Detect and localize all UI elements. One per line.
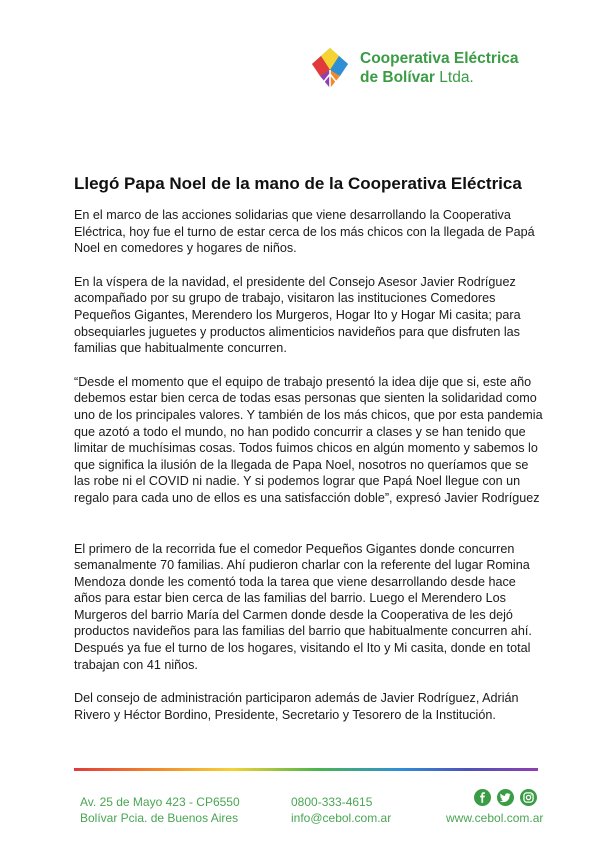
- rainbow-divider: [74, 768, 538, 771]
- address-line2: Bolívar Pcia. de Buenos Aires: [80, 811, 239, 825]
- paragraph-council: Del consejo de administración participaron además de Javier Rodríguez, Adrián Rivero y Héctor Bordino, Presidente, Secretario y Tesorero de la Institución.: [74, 691, 519, 722]
- footer-contact: [291, 794, 391, 826]
- paragraph-tour: El primero de la recorrida fue el comedor Pequeños Gigantes donde concurren semanalmente 70 familias. Ahí pudieron charlar con la referente del lugar Romina Mendoza donde les comentó toda la tarea que viene desarrollando desde hace años para estar bien cerca de las familias del barrio. Luego el Merendero Los Murgeros del barrio María del Carmen donde desde la Cooperativa de les dejó productos navideños para las familias del barrio que habitualmente concurren ahí. Después ya fue el turno de los hogares, visitando el Ito y Mi casita, donde en total trabajan con 41 niños.: [74, 541, 532, 672]
- paragraph-intro: En el marco de las acciones solidarias que viene desarrollando la Cooperativa Eléctrica, hoy fue el turno de estar cerca de los más chicos con la llegada de Papá Noel en comedores y hogares de niños.: [74, 208, 535, 256]
- paragraph-quote: “Desde el momento que el equipo de trabajo presentó la idea dije que si, este año debemos estar bien cerca de todas esas personas que sienten la solidaridad como uno de los principales valores. Y también de los más chicos, que por esta pandemia que azotó a todo el mundo, no han podido concurrir a clases y se han tenido que limitar de muchísimas cosas. Todos fuimos chicos en algún momento y sabemos lo que significa la ilusión de la llegada de Papa Noel, nosotros no queríamos que se las robe ni el COVID ni nadie. Y si podemos lograr que Papá Noel llegue con un regalo para cada uno de ellos es una satisfacción doble”, expresó Javier Rodríguez: [74, 374, 543, 505]
- twitter-icon[interactable]: [497, 789, 514, 806]
- footer-address: [80, 794, 240, 826]
- org-name-line2: de Bolívar: [360, 69, 435, 86]
- cooperative-logo: [308, 44, 558, 94]
- article-title: Llegó Papa Noel de la mano de la Cooperativa Eléctrica: [74, 174, 522, 193]
- website-link[interactable]: www.cebol.com.ar: [446, 811, 544, 825]
- logo-mark-icon: [308, 44, 352, 92]
- org-name-suffix: Ltda.: [439, 69, 474, 86]
- org-name-line1: Cooperativa Eléctrica: [360, 50, 519, 67]
- article-body: [74, 207, 544, 723]
- paragraph-visit: En la víspera de la navidad, el presidente del Consejo Asesor Javier Rodríguez acompañado por su grupo de trabajo, visitaron las instituciones Comedores Pequeños Gigantes, Merendero los Murgeros, Hogar Ito y Hogar Mi casita; para obsequiarles juguetes y productos alimenticios navideños para que disfruten las familias que habitualmente concurren.: [74, 274, 521, 356]
- facebook-icon[interactable]: [474, 789, 491, 806]
- instagram-icon[interactable]: [520, 789, 537, 806]
- address-line1: Av. 25 de Mayo 423 - CP6550: [80, 795, 240, 809]
- social-links: [474, 789, 542, 807]
- phone-number[interactable]: 0800-333-4615: [291, 795, 373, 809]
- email-address[interactable]: info@cebol.com.ar: [291, 811, 392, 825]
